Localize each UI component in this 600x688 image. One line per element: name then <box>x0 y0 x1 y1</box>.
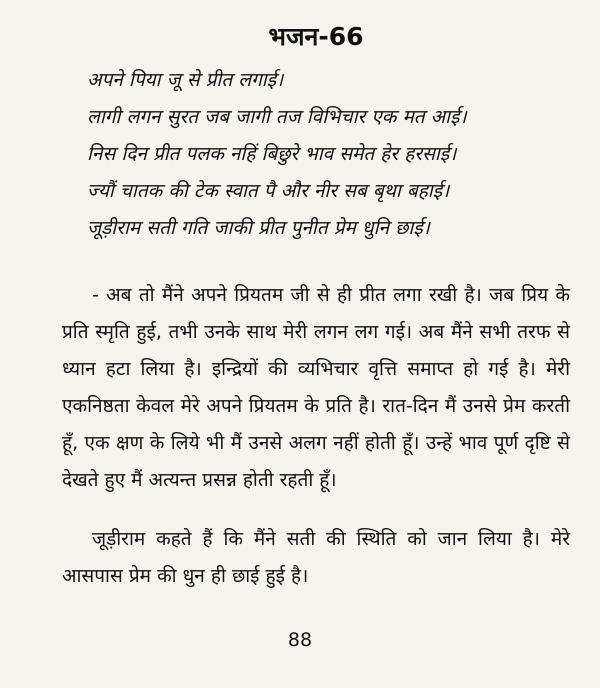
verse-block <box>87 62 570 247</box>
verse-line-1: अपने पिया जू से प्रीत लगाई। <box>87 69 284 91</box>
verse-line-2: लागी लगन सुरत जब जागी तज विभिचार एक मत आई। <box>87 106 467 128</box>
verse-line-5: जूड़ीराम सती गति जाकी प्रीत पुनीत प्रेम धुनि छाई। <box>87 217 430 239</box>
bhajan-title: भजन-66 <box>268 22 364 51</box>
verse-line-3: निस दिन प्रीत पलक नहिं बिछुरे भाव समेत हेर हरसाई। <box>87 143 457 165</box>
explanation-paragraph-2: जूड़ीराम कहते हैं कि मैंने सती की स्थिति को जान लिया है। मेरे आसपास प्रेम की धुन ही छाई हुई है। <box>62 528 570 587</box>
explanation-paragraph-1: - अब तो मैंने अपने प्रियतम जी से ही प्रीत लगा रखी है। जब प्रिय के प्रति स्मृति हुई, तभी उनके साथ मेरी लगन लग गई। अब मैंने सभी तरफ से ध्यान हटा लिया है। इन्द्रियों की व्यभिचार वृत्ति समाप्त हो गई है। मेरी एकनिष्ठता केवल मेरे अपने प्रियतम के प्रति है। रात-दिन मैं उनसे प्रेम करती हूँ, एक क्षण के लिये भी मैं उनसे अलग नहीं होती हूँ। उन्हें भाव पूर्ण दृष्टि से देखते हुए मैं अत्यन्त प्रसन्न होती रहती हूँ। <box>62 284 570 491</box>
verse-line-4: ज्यौं चातक की टेक स्वात पै और नीर सब बृथा बहाई। <box>87 180 450 202</box>
page-number: 88 <box>287 629 313 651</box>
